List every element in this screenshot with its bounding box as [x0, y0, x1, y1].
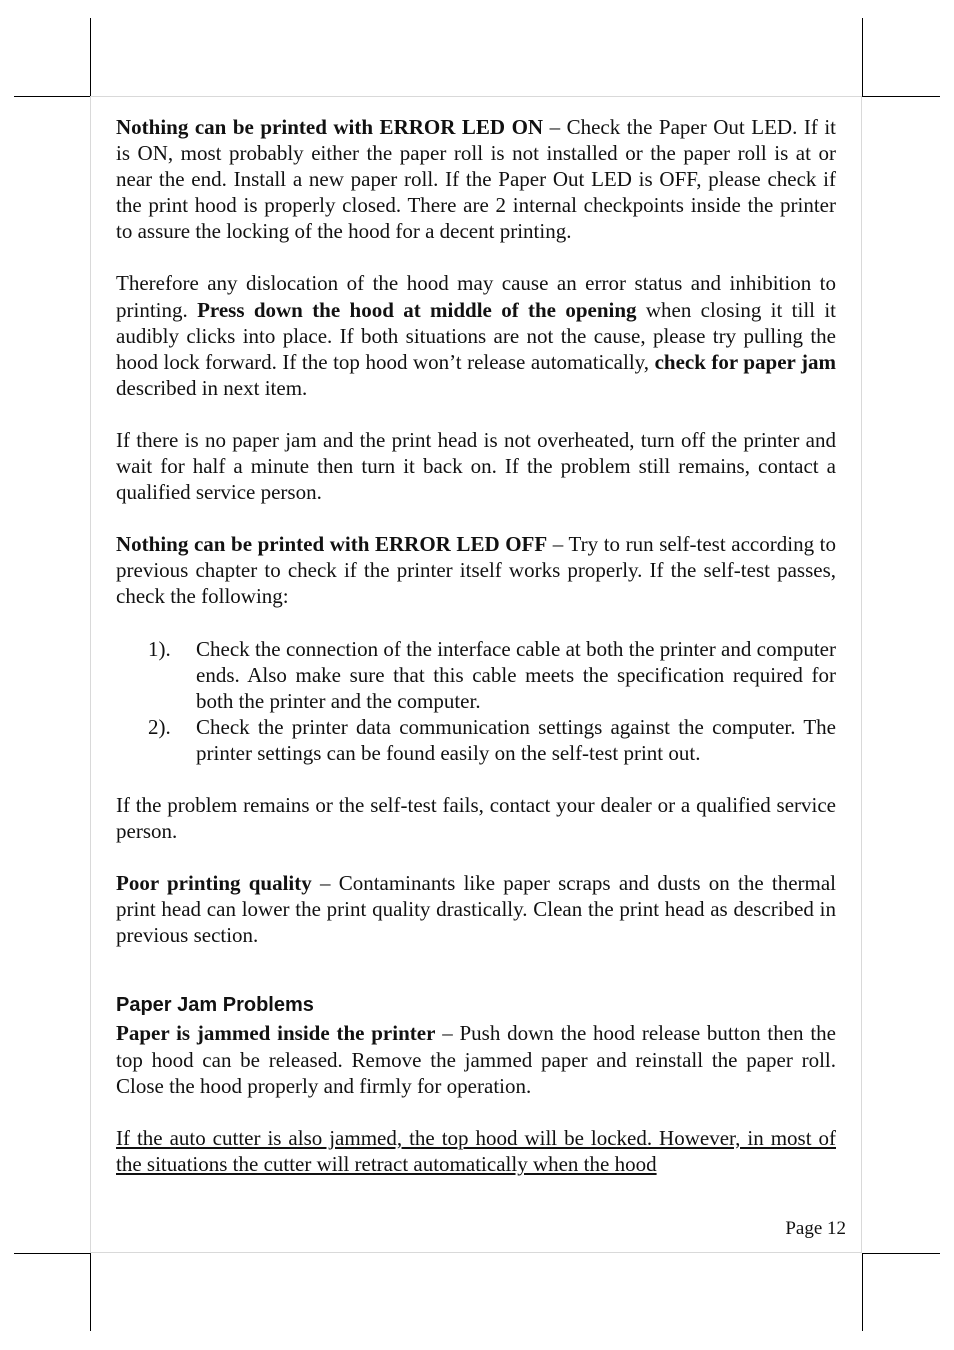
list-item-number: 2). [148, 714, 171, 739]
list-item [116, 714, 836, 766]
crop-mark-bottom-right-vertical [862, 1253, 863, 1331]
paragraph-auto-cutter: If the auto cutter is also jammed, the top hood will be locked. However, in most of the situations the cutter will retract automatically when the hood [116, 1125, 836, 1176]
paragraph-body: – Check the Paper Out LED. If it is ON, most probably either the paper roll is not installed or the paper roll is at or near the end. Install a new paper roll. If the Paper Out LED is OFF, please check if the print hood is properly closed. There are 2 internal checkpoints inside the printer to assure the locking of the hood for a decent printing. [116, 115, 836, 244]
crop-mark-bottom-left-horizontal [14, 1253, 91, 1254]
section-heading: Paper Jam Problems [116, 994, 314, 1017]
crop-mark-bottom-right-horizontal [862, 1253, 940, 1254]
paragraph-error-led-off [116, 531, 836, 609]
list-item [116, 636, 836, 714]
paragraph-error-led-on [116, 114, 836, 244]
paragraph-paper-jammed [116, 1020, 836, 1098]
crop-mark-top-left-horizontal [14, 96, 91, 97]
paragraph-body: – Try to run self-test according to previous chapter to check if the printer itself works properly. If the self-test passes, check the following: [116, 532, 836, 609]
crop-mark-top-left-vertical [90, 18, 91, 96]
page-number: Page 12 [785, 1218, 846, 1239]
paragraph-body: described in next item. [116, 375, 308, 400]
paragraph-lead: Nothing can be printed with ERROR LED OFF [116, 532, 548, 557]
paragraph-body: Therefore any dislocation of the hood may cause an error status and inhibition to printing. [116, 271, 836, 322]
paragraph-body: – Push down the hood release button then the top hood can be released. Remove the jammed paper and reinstall the paper roll. Close the hood properly and firmly for operation. [116, 1021, 837, 1098]
list-item-number: 1). [148, 636, 171, 661]
paragraph-power-cycle: If there is no paper jam and the print head is not overheated, turn off the printer and wait for half a minute then turn it back on. If the problem still remains, contact a qualified service person. [116, 427, 836, 505]
paragraph-body: when closing it till it audibly clicks into place. If both situations are not the cause, please try pulling the hood lock forward. If the top hood won’t release automatically, [116, 297, 836, 374]
paragraph-contact-dealer: If the problem remains or the self-test fails, contact your dealer or a qualified service person. [116, 792, 836, 844]
emphasis-paper-jam: check for paper jam [654, 349, 836, 374]
paragraph-lead: Paper is jammed inside the printer [116, 1021, 436, 1046]
crop-mark-top-right-vertical [862, 18, 863, 96]
list-item-text: Check the printer data communication settings against the computer. The printer settings can be found easily on the self-test print out. [196, 714, 836, 765]
paragraph-body: – Contaminants like paper scraps and dusts on the thermal print head can lower the print quality drastically. Clean the print head as described in previous section. [116, 871, 836, 948]
paragraph-lead: Poor printing quality [116, 871, 312, 896]
emphasis-press-hood: Press down the hood at middle of the opening [197, 297, 637, 322]
paragraph-poor-quality [116, 870, 836, 948]
crop-mark-bottom-left-vertical [90, 1253, 91, 1331]
paragraph-lead: Nothing can be printed with ERROR LED ON [116, 115, 544, 139]
page-content [116, 114, 836, 1203]
paragraph-hood-dislocation [116, 270, 836, 400]
list-item-text: Check the connection of the interface cable at both the printer and computer ends. Also make sure that this cable meets the specification required for both the printer and the computer. [196, 636, 836, 713]
checklist [116, 636, 836, 766]
crop-mark-top-right-horizontal [862, 96, 940, 97]
